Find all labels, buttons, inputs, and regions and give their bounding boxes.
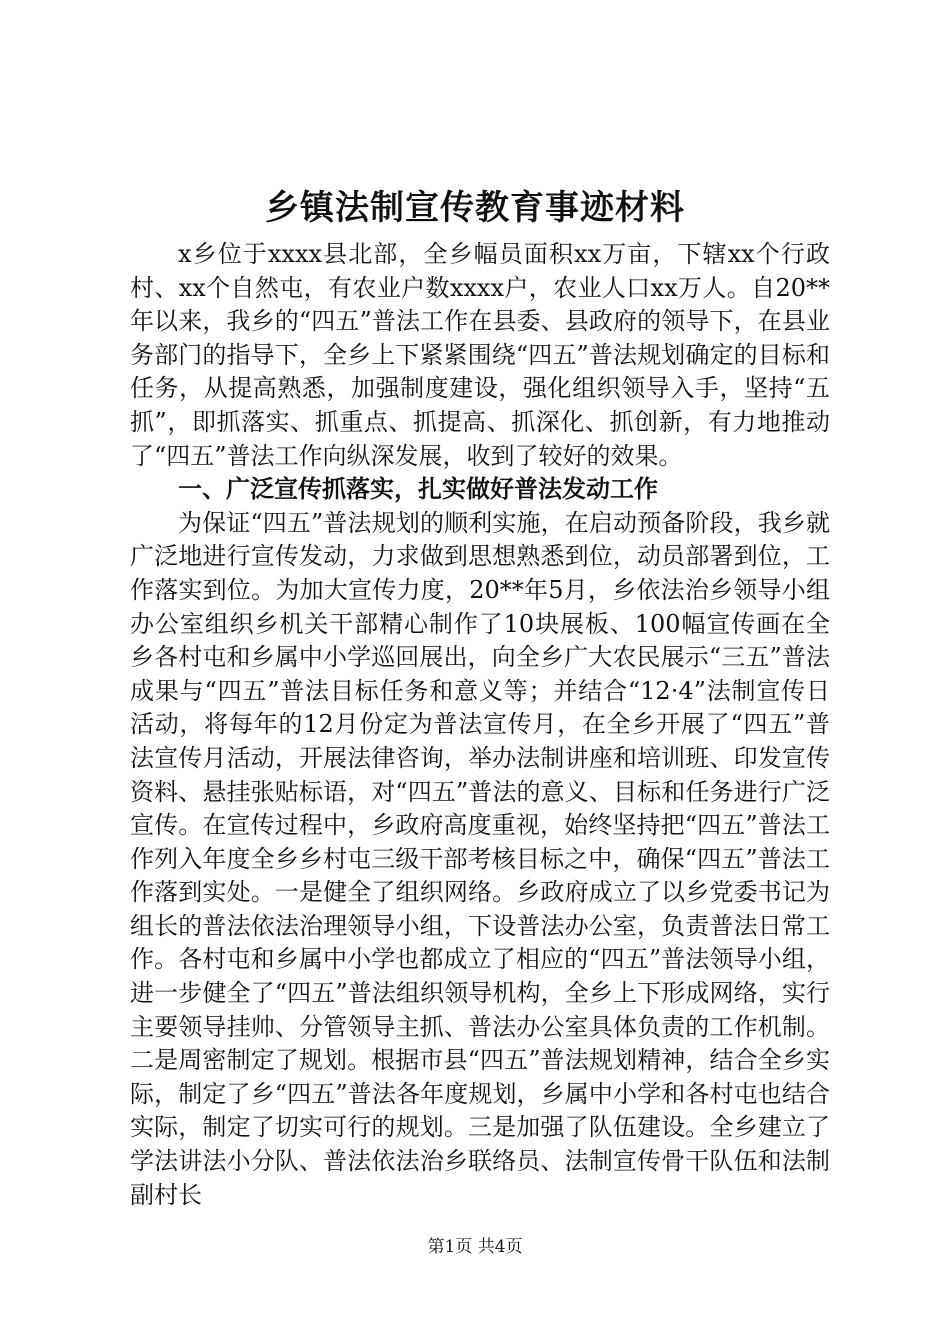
document-body — [130, 238, 830, 1212]
document-title: 乡镇法制宣传教育事迹材料 — [265, 188, 685, 228]
page-footer: 第1页 共4页 — [427, 1237, 523, 1257]
section-1-heading: 一、广泛宣传抓落实，扎实做好普法发动工作 — [178, 475, 658, 504]
section-1-paragraph: 为保证“四五”普法规划的顺利实施，在启动预备阶段，我乡就广泛地进行宣传发动，力求做到思想熟悉到位，动员部署到位，工作落实到位。为加大宣传力度，20**年5月，乡依法治乡领导小组办公室组织乡机关干部精心制作了10块展板、100幅宣传画在全乡各村屯和乡属中小学巡回展出，向全乡广大农民展示“三五”普法成果与“四五”普法目标任务和意义等；并结合“12·4”法制宣传日活动，将每年的12月份定为普法宣传月，在全乡开展了“四五”普法宣传月活动，开展法律咨询，举办法制讲座和培训班、印发宣传资料、悬挂张贴标语，对“四五”普法的意义、目标和任务进行广泛宣传。在宣传过程中，乡政府高度重视，始终坚持把“四五”普法工作列入年度全乡乡村屯三级干部考核目标之中，确保“四五”普法工作落到实处。一是健全了组织网络。乡政府成立了以乡党委书记为组长的普法依法治理领导小组，下设普法办公室，负责普法日常工作。各村屯和乡属中小学也都成立了相应的“四五”普法领导小组，进一步健全了“四五”普法组织领导机构，全乡上下形成网络，实行主要领导挂帅、分管领导主抓、普法办公室具体负责的工作机制。二是周密制定了规划。根据市县“四五”普法规划精神，结合全乡实际，制定了乡“四五”普法各年度规划，乡属中小学和各村屯也结合实际，制定了切实可行的规划。三是加强了队伍建设。全乡建立了学法讲法小分队、普法依法治乡联络员、法制宣传骨干队伍和法制副村长 — [130, 508, 830, 1209]
intro-paragraph: x乡位于xxxx县北部，全乡幅员面积xx万亩，下辖xx个行政村、xx个自然屯，有农业户数xxxx户，农业人口xx万人。自20**年以来，我乡的“四五”普法工作在县委、县政府的领导下，在县业务部门的指导下，全乡上下紧紧围绕“四五”普法规划确定的目标和任务，从提高熟悉，加强制度建设，强化组织领导入手，坚持“五抓”，即抓落实、抓重点、抓提高、抓深化、抓创新，有力地推动了“四五”普法工作向纵深发展，收到了较好的效果。 — [130, 240, 830, 470]
